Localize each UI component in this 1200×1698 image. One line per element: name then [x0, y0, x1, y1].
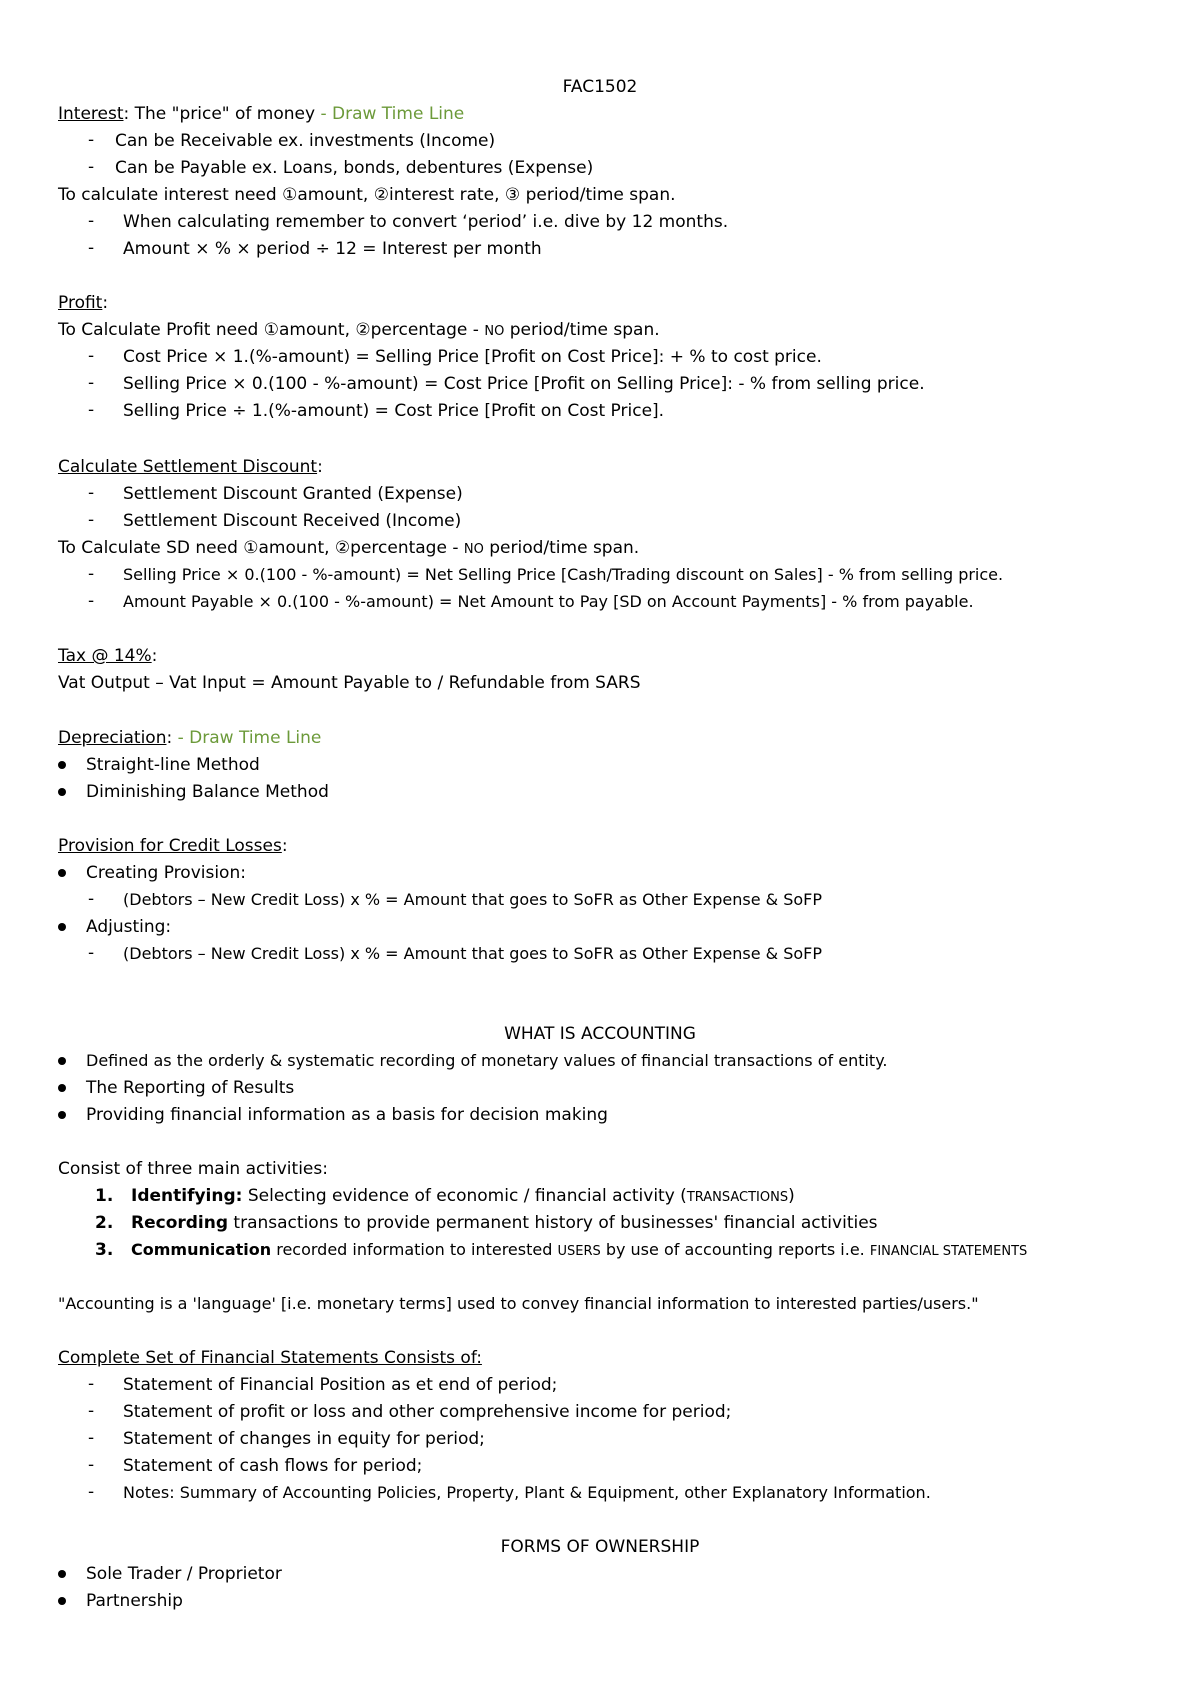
activities-intro: Consist of three main activities:	[58, 1159, 328, 1179]
dash-marker: -	[88, 1428, 95, 1448]
activity-text-end: )	[788, 1186, 795, 1206]
profit-calc-text-end: period/time span.	[504, 320, 660, 340]
interest-item: Can be Receivable ex. investments (Income)	[115, 131, 496, 151]
bullet-icon	[58, 1084, 66, 1092]
dash-marker: -	[88, 211, 95, 231]
statements-heading: Complete Set of Financial Statements Consists of:	[58, 1348, 482, 1368]
ownership-heading: FORMS OF OWNERSHIP	[500, 1537, 700, 1557]
statement-item: Statement of Financial Position as et end of period;	[123, 1375, 558, 1395]
profit-heading: Profit	[58, 293, 103, 313]
bullet-icon	[58, 788, 66, 796]
dash-marker: -	[88, 346, 95, 366]
dash-marker: -	[88, 400, 95, 420]
activity-item	[131, 1212, 878, 1234]
dash-marker: -	[88, 238, 95, 258]
dash-marker: -	[88, 130, 95, 150]
provision-formula: (Debtors – New Credit Loss) x % = Amount that goes to SoFR as Other Expense & SoFP	[123, 890, 822, 909]
ownership-form: Sole Trader / Proprietor	[86, 1564, 282, 1584]
activity-number: 3.	[95, 1240, 114, 1260]
provision-heading-line	[58, 835, 288, 857]
profit-calc-text: To Calculate Profit need ①amount, ②percentage -	[58, 320, 485, 340]
interest-item: Can be Payable ex. Loans, bonds, debentures (Expense)	[115, 158, 594, 178]
document-title: FAC1502	[562, 77, 638, 97]
activity-item	[131, 1185, 795, 1209]
dash-marker: -	[88, 373, 95, 393]
dash-marker: -	[88, 564, 95, 584]
interest-heading: Interest	[58, 104, 124, 124]
activity-number: 2.	[95, 1213, 114, 1233]
settlement-heading-line	[58, 456, 323, 478]
settlement-item: Settlement Discount Received (Income)	[123, 511, 462, 531]
activity-term: Identifying:	[131, 1186, 243, 1206]
statement-item: Statement of cash flows for period;	[123, 1456, 423, 1476]
activity-text-end: by use of accounting reports i.e.	[600, 1240, 870, 1259]
bullet-icon	[58, 1570, 66, 1578]
profit-heading-line	[58, 292, 108, 314]
dash-marker: -	[88, 591, 95, 611]
settlement-sub-item: Selling Price × 0.(100 - %-amount) = Net Selling Price [Cash/Trading discount on Sales] - % from selling price.	[123, 565, 1004, 584]
tax-heading-line	[58, 645, 157, 667]
activity-number: 1.	[95, 1186, 114, 1206]
dash-marker: -	[88, 889, 95, 909]
tax-heading: Tax @ 14%	[58, 646, 152, 666]
depreciation-timeline-note: - Draw Time Line	[177, 728, 322, 748]
activity-text: Selecting evidence of economic / financial activity (	[242, 1186, 687, 1206]
colon: :	[281, 836, 288, 856]
interest-subtitle: : The "price" of money	[123, 104, 321, 124]
profit-calc	[58, 319, 660, 343]
dash-marker: -	[88, 1482, 95, 1502]
interest-sub-item: Amount × % × period ÷ 12 = Interest per month	[123, 239, 542, 259]
colon: :	[317, 457, 323, 477]
settlement-calc	[58, 537, 639, 561]
activity-text: recorded information to interested	[271, 1240, 558, 1259]
tax-line: Vat Output – Vat Input = Amount Payable to / Refundable from SARS	[58, 673, 641, 693]
settlement-calc-text-end: period/time span.	[483, 538, 640, 558]
accounting-definition: Defined as the orderly & systematic recording of monetary values of financial transactions of entity.	[86, 1051, 888, 1070]
settlement-calc-no: NO	[463, 542, 484, 557]
profit-item: Cost Price × 1.(%-amount) = Selling Price [Profit on Cost Price]: + % to cost price.	[123, 347, 822, 367]
dash-marker: -	[88, 510, 95, 530]
ownership-form: Partnership	[86, 1591, 183, 1611]
dash-marker: -	[88, 157, 95, 177]
profit-item: Selling Price ÷ 1.(%-amount) = Cost Price [Profit on Cost Price].	[123, 401, 665, 421]
depreciation-method: Straight-line Method	[86, 755, 260, 775]
bullet-icon	[58, 869, 66, 877]
settlement-calc-text: To Calculate SD need ①amount, ②percentage -	[58, 538, 464, 558]
depreciation-heading: Depreciation	[58, 728, 167, 748]
statement-item: Notes: Summary of Accounting Policies, Property, Plant & Equipment, other Explanatory Information.	[123, 1483, 931, 1502]
depreciation-method: Diminishing Balance Method	[86, 782, 329, 802]
accounting-definition: The Reporting of Results	[86, 1078, 295, 1098]
accounting-quote: "Accounting is a 'language' [i.e. monetary terms] used to convey financial information to interested parties/users."	[58, 1294, 979, 1313]
interest-heading-line	[58, 103, 464, 125]
activity-term: Recording	[131, 1213, 229, 1233]
provision-formula: (Debtors – New Credit Loss) x % = Amount that goes to SoFR as Other Expense & SoFP	[123, 944, 822, 963]
interest-sub-item: When calculating remember to convert ‘period’ i.e. dive by 12 months.	[123, 212, 729, 232]
colon: :	[102, 293, 109, 313]
bullet-icon	[58, 923, 66, 931]
depreciation-heading-line	[58, 727, 321, 749]
interest-timeline-note: - Draw Time Line	[320, 104, 465, 124]
bullet-icon	[58, 1111, 66, 1119]
profit-calc-no: NO	[484, 324, 505, 339]
colon: :	[166, 728, 178, 748]
activity-caps: FINANCIAL STATEMENTS	[869, 1244, 1028, 1259]
accounting-definition: Providing financial information as a basis for decision making	[86, 1105, 608, 1125]
dash-marker: -	[88, 1401, 95, 1421]
bullet-icon	[58, 1597, 66, 1605]
colon: :	[151, 646, 158, 666]
what-is-accounting-heading: WHAT IS ACCOUNTING	[504, 1024, 696, 1044]
statement-item: Statement of changes in equity for period;	[123, 1429, 485, 1449]
dash-marker: -	[88, 483, 95, 503]
profit-item: Selling Price × 0.(100 - %-amount) = Cost Price [Profit on Selling Price]: - % from selling price.	[123, 374, 925, 394]
dash-marker: -	[88, 943, 95, 963]
dash-marker: -	[88, 1455, 95, 1475]
settlement-sub-item: Amount Payable × 0.(100 - %-amount) = Net Amount to Pay [SD on Account Payments] - % from payable.	[123, 592, 974, 611]
provision-bullet: Adjusting:	[86, 917, 172, 937]
activity-caps: USERS	[557, 1244, 601, 1259]
provision-heading: Provision for Credit Losses	[58, 836, 282, 856]
interest-calc: To calculate interest need ①amount, ②interest rate, ③ period/time span.	[58, 185, 676, 205]
activity-text: transactions to provide permanent history of businesses' financial activities	[228, 1213, 878, 1233]
activity-caps: TRANSACTIONS	[686, 1190, 789, 1205]
bullet-icon	[58, 1057, 66, 1065]
provision-bullet: Creating Provision:	[86, 863, 246, 883]
activity-item	[131, 1239, 1027, 1263]
bullet-icon	[58, 761, 66, 769]
dash-marker: -	[88, 1374, 95, 1394]
settlement-item: Settlement Discount Granted (Expense)	[123, 484, 463, 504]
settlement-heading: Calculate Settlement Discount	[58, 457, 318, 477]
statement-item: Statement of profit or loss and other comprehensive income for period;	[123, 1402, 732, 1422]
activity-term: Communication	[131, 1240, 272, 1259]
